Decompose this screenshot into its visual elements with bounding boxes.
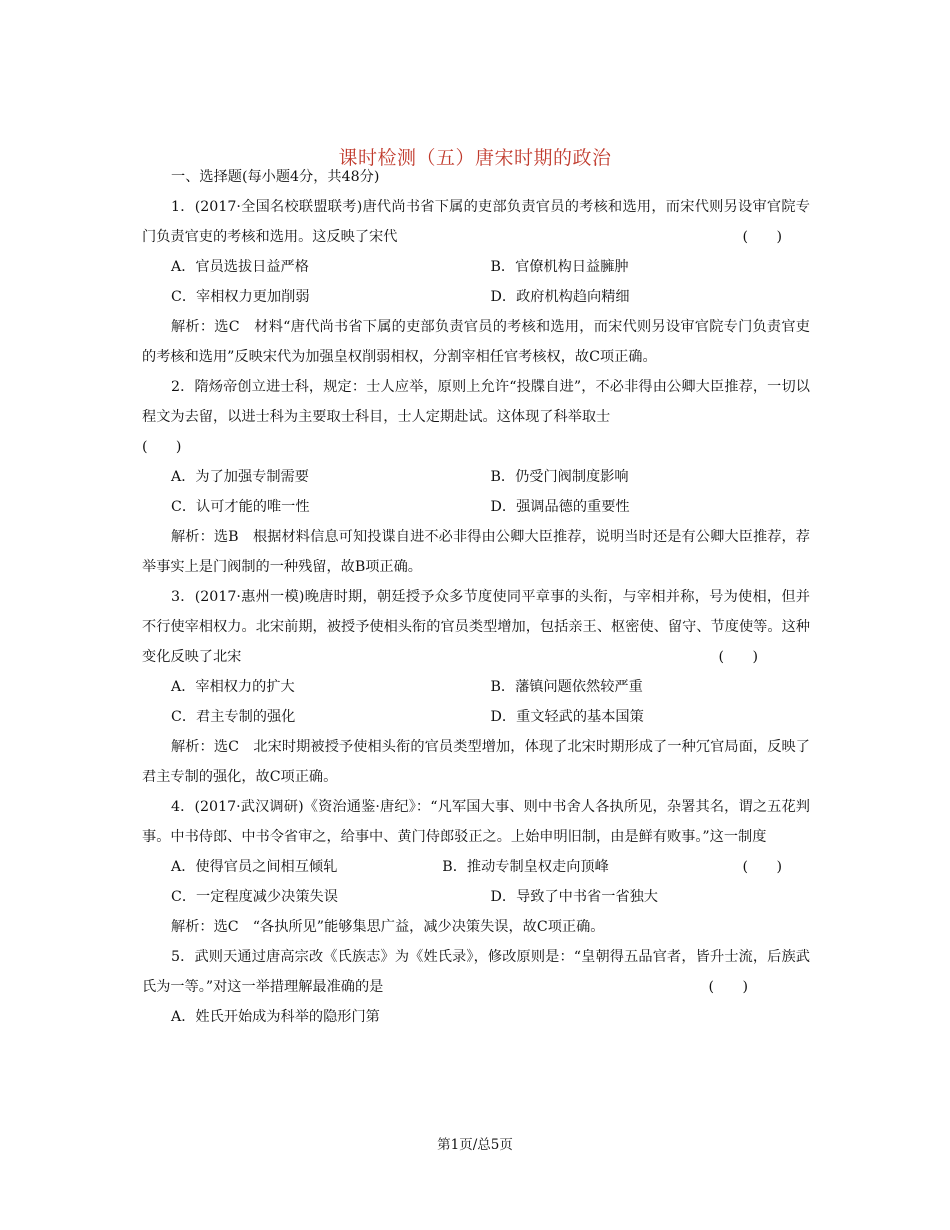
answer-paren: ( ) <box>718 649 758 665</box>
option-c: C．认可才能的唯一性 <box>171 499 310 515</box>
question-5-options-row-1 <box>142 1002 810 1032</box>
page-footer: 第1页/总5页 <box>437 1137 513 1153</box>
option-b: B．官僚机构日益臃肿 <box>490 259 629 275</box>
option-d: D．政府机构趋向精细 <box>490 289 630 305</box>
question-2-analysis: 解析：选B 根据材料信息可知投谍自进不必非得由公卿大臣推荐，说明当时还是有公卿大臣推荐，荐举事实上是门阀制的一种残留，故B项正确。 <box>142 529 810 575</box>
option-a: A．宰相权力的扩大 <box>171 679 295 695</box>
question-1-options-row-2 <box>142 282 810 312</box>
page-title: 课时检测（五）唐宋时期的政治 <box>338 147 612 169</box>
option-a: A．官员选拔日益严格 <box>171 259 309 275</box>
option-a: A．姓氏开始成为科举的隐形门第 <box>171 1009 380 1025</box>
question-2-options-row-1 <box>142 462 810 492</box>
question-1-options-row-1 <box>142 252 810 282</box>
answer-paren: ( ) <box>742 229 782 245</box>
question-2-stem: 2．隋炀帝创立进士科，规定：士人应举，原则上允许“投牒自进”，不必非得由公卿大臣推荐，一切以程文为去留，以进士科为主要取士科目，士人定期赴试。这体现了科举取士 <box>142 379 810 425</box>
question-3-options-row-2 <box>142 702 810 732</box>
question-1-stem: 1．(2017·全国名校联盟联考)唐代尚书省下属的吏部负责官员的考核和选用，而宋代则另设审官院专门负责官吏的考核和选用。这反映了宋代 ( ) <box>142 192 810 252</box>
option-c: C．宰相权力更加削弱 <box>171 289 310 305</box>
option-b: B．藩镇问题依然较严重 <box>490 679 643 695</box>
question-4-options-row-1 <box>142 852 714 882</box>
option-c: C．君主专制的强化 <box>171 709 296 725</box>
option-a: A．为了加强专制需要 <box>171 469 309 485</box>
option-a: A．使得官员之间相互倾轧 <box>171 859 338 875</box>
option-d: D．导致了中书省一省独大 <box>490 889 658 905</box>
question-1-analysis: 解析：选C 材料“唐代尚书省下属的吏部负责官员的考核和选用，而宋代则另设审官院专门负责官吏的考核和选用”反映宋代为加强皇权削弱相权，分割宰相任官考核权，故C项正确。 <box>142 319 810 365</box>
section-heading: 一、选择题(每小题4分，共48分) <box>171 169 380 185</box>
option-d: D．重文轻武的基本国策 <box>490 709 644 725</box>
question-4-stem: 4．(2017·武汉调研)《资治通鉴·唐纪》：“凡军国大事、则中书舍人各执所见，杂署其名，谓之五花判事。中书侍郎、中书令省审之，给事中、黄门侍郎驳正之。上始申明旧制，由是鲜有败事。”这一制度 ( ) <box>142 792 810 852</box>
answer-paren: ( ) <box>742 859 782 875</box>
document-body <box>142 162 810 1032</box>
question-2-paren: ( ) <box>142 439 182 455</box>
question-4-options-row-2 <box>142 882 810 912</box>
question-3-analysis: 解析：选C 北宋时期被授予使相头衔的官员类型增加，体现了北宋时期形成了一种冗官局面，反映了君主专制的强化，故C项正确。 <box>142 739 810 785</box>
answer-paren: ( ) <box>708 979 748 995</box>
question-3-stem: 3．(2017·惠州一模)晚唐时期，朝廷授予众多节度使同平章事的头衔，与宰相并称，号为使相，但并不行使宰相权力。北宋前期，被授予使相头衔的官员类型增加，包括亲王、枢密使、留守、节度使等。这种变化反映了北宋 ( ) <box>142 582 810 672</box>
question-4-analysis: 解析：选C “各执所见”能够集思广益，减少决策失误，故C项正确。 <box>171 919 605 935</box>
option-d: D．强调品德的重要性 <box>490 499 630 515</box>
option-c: C．一定程度减少决策失误 <box>171 889 338 905</box>
option-b: B．仍受门阀制度影响 <box>490 469 629 485</box>
question-2-options-row-2 <box>142 492 810 522</box>
question-5-stem: 5．武则天通过唐高宗改《氏族志》为《姓氏录》，修改原则是：“皇朝得五品官者，皆升士流，后族武氏为一等。”对这一举措理解最准确的是 ( ) <box>142 942 810 1002</box>
option-b: B．推动专制皇权走向顶峰 <box>442 859 609 875</box>
question-3-options-row-1 <box>142 672 810 702</box>
